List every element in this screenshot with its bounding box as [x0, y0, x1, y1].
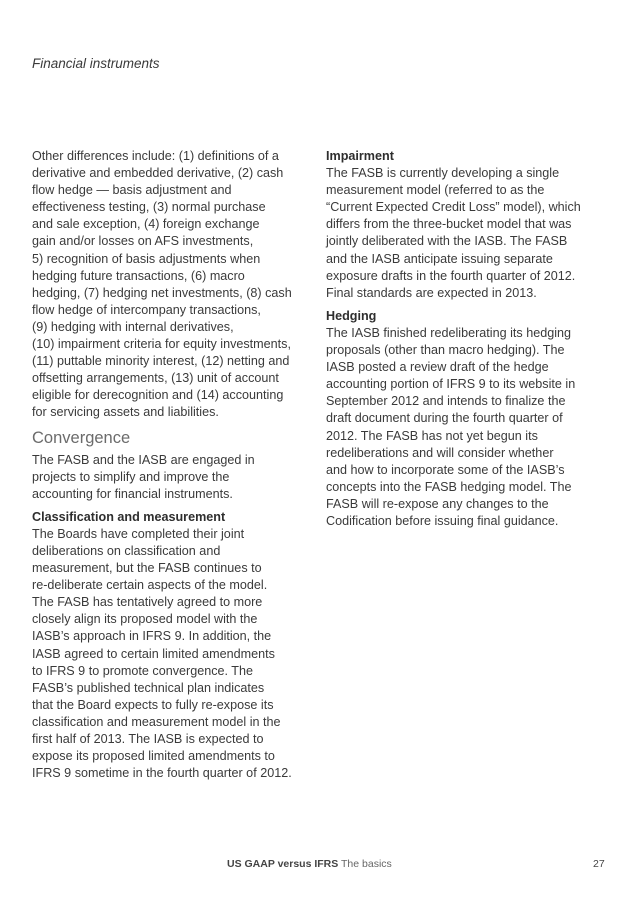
text-line: “Current Expected Credit Loss” model), which [326, 200, 581, 215]
text-line: IASB posted a review draft of the hedge [326, 360, 549, 375]
text-line: The FASB has tentatively agreed to more [32, 595, 263, 610]
footer-title [227, 858, 392, 870]
text-line: that the Board expects to fully re-expose its [32, 697, 274, 712]
text-line: expose its proposed limited amendments to [32, 749, 275, 764]
text-line: offsetting arrangements, (13) unit of account [32, 371, 279, 386]
text-line: re-deliberate certain aspects of the model. [32, 578, 268, 593]
text-line: flow hedge of intercompany transactions, [32, 302, 261, 317]
text-line: 5) recognition of basis adjustments when [32, 251, 261, 266]
convergence-paragraph [32, 452, 314, 503]
hedging-paragraph [326, 325, 608, 530]
text-line: Codification before issuing final guidance. [326, 513, 559, 528]
text-line: redeliberations and will consider whether [326, 445, 554, 460]
text-line: to IFRS 9 to promote convergence. The [32, 663, 253, 678]
convergence-heading: Convergence [32, 428, 131, 447]
text-line: The FASB is currently developing a single [326, 166, 560, 181]
text-line: The IASB finished redeliberating its hedging [326, 325, 572, 340]
text-line: FASB will re-expose any changes to the [326, 496, 549, 511]
text-line: closely align its proposed model with the [32, 612, 258, 627]
footer-title-bold: US GAAP versus IFRS [227, 858, 339, 870]
text-line: IASB’s approach in IFRS 9. In addition, the [32, 629, 272, 644]
text-line: The Boards have completed their joint [32, 526, 245, 541]
right-column [326, 148, 608, 530]
text-line: The FASB and the IASB are engaged in [32, 452, 255, 467]
text-line: classification and measurement model in the [32, 714, 281, 729]
text-line: draft document during the fourth quarter of [326, 411, 563, 426]
text-line: (9) hedging with internal derivatives, [32, 319, 234, 334]
text-line: measurement, but the FASB continues to [32, 561, 262, 576]
running-header: Financial instruments [32, 56, 160, 71]
text-line: IASB agreed to certain limited amendments [32, 646, 275, 661]
impairment-paragraph [326, 165, 608, 302]
text-line: deliberations on classification and [32, 543, 221, 558]
text-line: hedging, (7) hedging net investments, (8) cash [32, 285, 292, 300]
page-number: 27 [593, 858, 605, 870]
text-line: measurement model (referred to as the [326, 183, 545, 198]
classification-paragraph [32, 526, 314, 782]
left-column [32, 148, 314, 782]
text-line: jointly deliberated with the IASB. The FASB [326, 234, 568, 249]
text-line: first half of 2013. The IASB is expected to [32, 732, 264, 746]
text-line: proposals (other than macro hedging). The [326, 343, 565, 358]
text-line: exposure drafts in the fourth quarter of 2012. [326, 268, 576, 283]
text-line: derivative and embedded derivative, (2) cash [32, 166, 284, 181]
text-line: FASB’s published technical plan indicates [32, 680, 265, 695]
text-line: September 2012 and intends to finalize the [326, 394, 566, 409]
text-line: effectiveness testing, (3) normal purchase [32, 200, 266, 215]
text-line: projects to simplify and improve the [32, 469, 230, 484]
text-line: (11) puttable minority interest, (12) netting and [32, 354, 290, 369]
intro-paragraph [32, 148, 314, 422]
text-line: gain and/or losses on AFS investments, [32, 234, 254, 249]
text-line: and the IASB anticipate issuing separate [326, 251, 553, 266]
text-line: IFRS 9 sometime in the fourth quarter of 2012. [32, 766, 292, 781]
impairment-heading: Impairment [326, 149, 394, 163]
classification-heading: Classification and measurement [32, 509, 226, 524]
hedging-heading: Hedging [326, 308, 377, 323]
text-line: accounting for financial instruments. [32, 486, 233, 501]
text-line: differs from the three-bucket model that was [326, 217, 572, 232]
text-line: concepts into the FASB hedging model. The [326, 479, 572, 494]
text-line: (10) impairment criteria for equity investments, [32, 337, 291, 352]
text-line: eligible for derecognition and (14) accounting [32, 388, 284, 403]
text-line: Final standards are expected in 2013. [326, 285, 537, 300]
text-line: 2012. The FASB has not yet begun its [326, 428, 538, 443]
text-line: for servicing assets and liabilities. [32, 405, 219, 420]
text-line: and how to incorporate some of the IASB’s [326, 462, 565, 477]
text-line: flow hedge — basis adjustment and [32, 183, 232, 198]
text-line: accounting portion of IFRS 9 to its website in [326, 377, 576, 392]
text-line: and sale exception, (4) foreign exchange [32, 217, 260, 232]
text-line: hedging future transactions, (6) macro [32, 268, 245, 283]
text-line: Other differences include: (1) definitions of a [32, 149, 279, 163]
footer-title-light: The basics [341, 858, 392, 870]
